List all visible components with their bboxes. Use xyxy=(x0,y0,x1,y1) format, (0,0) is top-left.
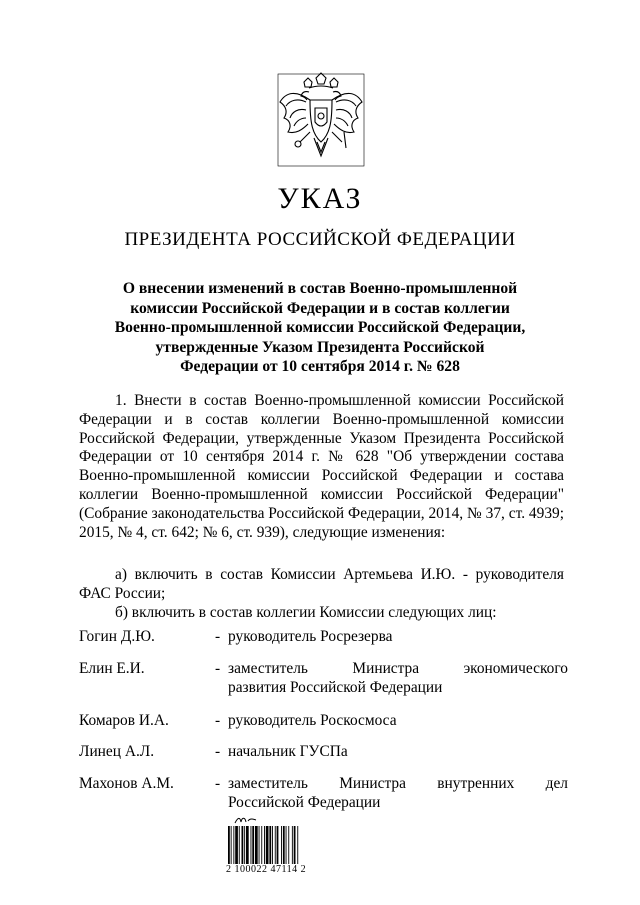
member-dash: - xyxy=(215,775,221,792)
member-name: Гогин Д.Ю. xyxy=(79,628,155,645)
paragraph-1: 1. Внести в состав Военно-промышленной комиссии Российской Федерации и в состав коллегии Военно-промышленной комиссии Российской Федерации, утвержденные Указом Президента Российской Федерации от 10 сентября 2014 г. № 628 "Об утверждении состава Военно-промышленной комиссии Российской Федерации и состава коллегии Военно-промышленной комиссии Российской Федерации" (Собрание законодательства Российской Федерации, 2014, № 37, ст. 4939; 2015, № 4, ст. 642; № 6, ст. 939), следующие изменения: xyxy=(79,392,564,541)
member-name: Елин Е.И. xyxy=(79,660,145,677)
coat-of-arms-emblem xyxy=(276,72,366,168)
member-role xyxy=(228,775,568,813)
member-role xyxy=(228,660,568,698)
member-dash: - xyxy=(215,743,221,760)
member-role: начальник ГУСПа xyxy=(228,743,348,760)
title-line: комиссии Российской Федерации и в состав коллегии xyxy=(130,299,510,317)
handwritten-mark xyxy=(234,814,258,826)
member-role-line1: заместитель Министра экономического xyxy=(228,660,568,677)
issuer-heading: ПРЕЗИДЕНТА РОССИЙСКОЙ ФЕДЕРАЦИИ xyxy=(124,229,516,250)
decree-title xyxy=(95,279,545,377)
member-name: Комаров И.А. xyxy=(79,712,169,729)
barcode-number: 2 100022 47114 2 xyxy=(226,864,307,875)
barcode xyxy=(226,826,322,864)
member-role-line1: заместитель Министра внутренних дел xyxy=(228,775,568,792)
member-role: руководитель Роскосмоса xyxy=(228,712,397,729)
member-role-line2: развития Российской Федерации xyxy=(228,678,443,696)
document-type-heading: УКАЗ xyxy=(277,182,363,215)
member-dash: - xyxy=(215,712,221,729)
title-line: Военно-промышленной комиссии Российской Федерации, xyxy=(114,319,526,336)
member-dash: - xyxy=(215,628,221,645)
member-name: Махонов А.М. xyxy=(79,775,174,792)
item-b: б) включить в состав коллегии Комиссии следующих лиц: xyxy=(115,604,497,621)
member-role: руководитель Росрезерва xyxy=(228,628,393,645)
title-line: Федерации от 10 сентября 2014 г. № 628 xyxy=(180,358,460,375)
member-name: Линец А.Л. xyxy=(79,743,155,760)
member-dash: - xyxy=(215,660,221,677)
member-role-line2: Российской Федерации xyxy=(228,793,381,811)
title-line: О внесении изменений в состав Военно-промышленной xyxy=(122,280,518,297)
title-line: утвержденные Указом Президента Российской xyxy=(155,338,485,356)
item-a: а) включить в состав Комиссии Артемьева И.Ю. - руководителя ФАС России; xyxy=(79,566,564,602)
